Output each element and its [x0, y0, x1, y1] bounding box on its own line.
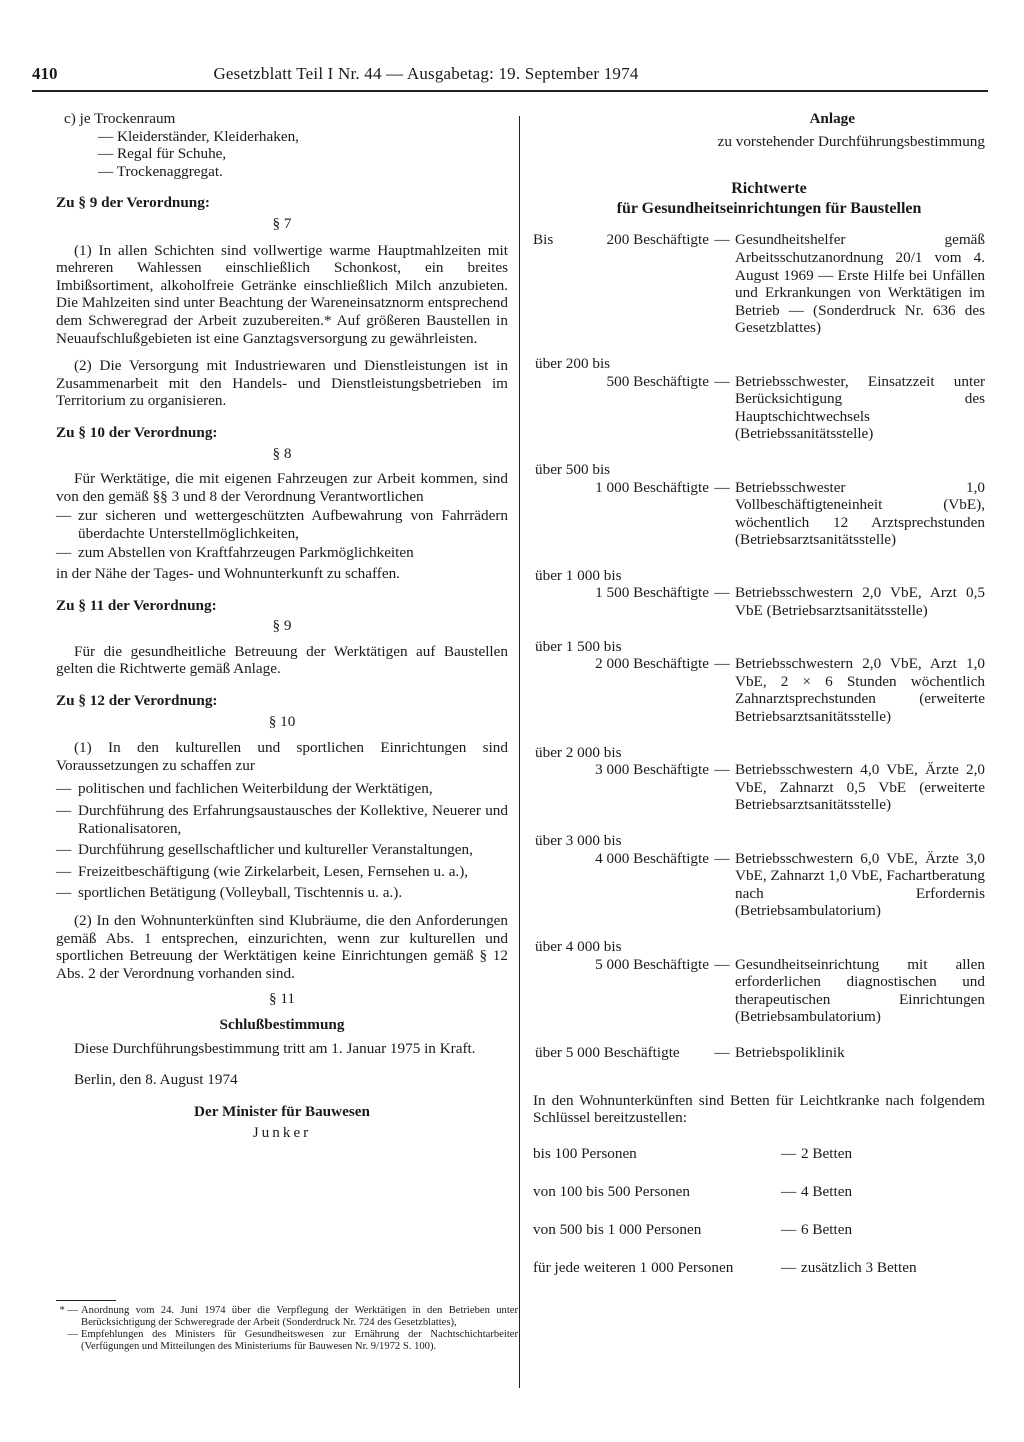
body-paragraph: (1) In den kulturellen und sportlichen Einrichtungen sind Voraussetzungen zu schaffen zur	[56, 739, 508, 774]
beds-table	[533, 1145, 985, 1277]
body-paragraph: in der Nähe der Tages- und Wohnunterkunft zu schaffen.	[56, 565, 400, 583]
list-item: — zum Abstellen von Kraftfahrzeugen Parkmöglichkeiten	[56, 544, 414, 562]
body-paragraph: (2) Die Versorgung mit Industriewaren und Dienstleistungen ist in Zusammenarbeit mit den Handels- und Dienstleistungsbetrieben im Territorium zu organisieren.	[56, 357, 508, 410]
body-paragraph: Diese Durchführungsbestimmung tritt am 1. Januar 1975 in Kraft.	[74, 1039, 476, 1057]
guidelines-title: Richtwerte	[731, 180, 807, 198]
footnotes	[56, 1300, 518, 1353]
section-heading: Zu § 11 der Verordnung:	[56, 596, 217, 614]
item-c	[56, 110, 508, 180]
paragraph-number: § 8	[272, 444, 292, 462]
paragraph-number: § 11	[268, 990, 295, 1008]
paragraph-number: § 10	[268, 712, 296, 730]
body-paragraph: (1) In allen Schichten sind vollwertige warme Hauptmahlzeiten mit mehreren Wahlessen einschließlich Schonkost, ein breites Imbißsortiment, alkoholfreie Getränke einschließlich Milch anzubieten. Die Mahlzeiten sind unter Beachtung der Wareneinsatznorm entsprechend dem Schweregrad der Arbeit zuzubereiten.* Auf größeren Baustellen in Neuaufschlußgebieten ist eine Ganztagsversorgung zu gewährleisten.	[56, 241, 508, 347]
signature-name: Junker	[252, 1124, 312, 1142]
list-item: — Durchführung gesellschaftlicher und kultureller Veranstaltungen,	[56, 841, 473, 859]
paragraph-number: § 7	[272, 214, 292, 232]
footnote: * — Anordnung vom 24. Juni 1974 über die Verpflegung der Werktätigen in den Betrieben unter Berücksichtigung der Schweregrade der Arbeit (Sonderdruck Nr. 724 des Gesetzblattes),	[59, 1305, 518, 1328]
guidelines-row: über 200 bis 500 Beschäftigte — Betriebsschwester, Einsatzzeit unter Berücksichtigung des Hauptschichtwechsels (Betriebssanitätsstelle)	[535, 354, 985, 443]
list-item: — Durchführung des Erfahrungsaustausches der Kollektive, Neuerer und Rationalisatoren,	[56, 802, 508, 837]
annex-title: Anlage	[809, 110, 855, 127]
footnote: — Empfehlungen des Ministers für Gesundheitswesen zur Ernährung der Nachtschichtarbeiter (Verfügungen und Mitteilungen des Ministeriums für Bauwesen Nr. 9/1972 S. 100).	[67, 1329, 518, 1352]
body-paragraph: Für Werktätige, die mit eigenen Fahrzeugen zur Arbeit kommen, sind von den gemäß §§ 3 und 8 der Verordnung Verantwortlichen	[56, 470, 508, 505]
header-rule	[32, 90, 988, 92]
right-column	[533, 110, 985, 1297]
body-paragraph: Für die gesundheitliche Betreuung der Werktätigen auf Baustellen gelten die Richtwerte gemäß Anlage.	[56, 642, 508, 678]
guidelines-row: über 3 000 bis 4 000 Beschäftigte — Betriebsschwestern 6,0 VbE, Ärzte 3,0 VbE, Zahnarzt 1,0 VbE, Fachartberatung nach Erfordernis (Betriebsambulatorium)	[535, 832, 985, 920]
beds-intro: In den Wohnunterkünften sind Betten für Leichtkranke nach folgendem Schlüssel bereitzustellen:	[533, 1091, 985, 1127]
list-item: — zur sicheren und wettergeschützten Aufbewahrung von Fahrrädern überdachte Unterstellmöglichkeiten,	[56, 507, 508, 542]
annex-subtitle: zu vorstehender Durchführungsbestimmung	[717, 132, 985, 150]
final-heading: Schlußbestimmung	[219, 1015, 345, 1033]
item-c-line: — Trockenaggregat.	[98, 162, 223, 180]
guidelines-table	[533, 231, 985, 1061]
list-item: — sportlichen Betätigung (Volleyball, Tischtennis u. a.).	[56, 884, 403, 902]
list-item: — politischen und fachlichen Weiterbildung der Werktätigen,	[56, 780, 433, 798]
section-heading: Zu § 10 der Verordnung:	[56, 423, 218, 441]
left-column	[56, 110, 508, 1142]
page-number: 410	[32, 64, 58, 83]
paragraph-number: § 9	[272, 617, 292, 635]
guidelines-row: über 4 000 bis 5 000 Beschäftigte — Gesundheitseinrichtung mit allen erforderlichen diagnostischen und therapeutischen Einrichtungen (Betriebsambulatorium)	[535, 937, 985, 1026]
guidelines-subtitle: für Gesundheitseinrichtungen für Baustellen	[616, 199, 922, 217]
column-divider	[519, 116, 520, 1388]
beds-row: für jede weiteren 1 000 Personen — zusätzlich 3 Betten	[533, 1259, 917, 1276]
footnote-rule	[56, 1300, 116, 1301]
guidelines-row: über 2 000 bis 3 000 Beschäftigte — Betriebsschwestern 4,0 VbE, Ärzte 2,0 VbE, Zahnarzt 0,5 VbE (erweiterte Betriebsarztsanitätsstelle)	[535, 743, 985, 814]
place-date: Berlin, den 8. August 1974	[74, 1071, 238, 1089]
item-c-line: — Regal für Schuhe,	[98, 145, 227, 163]
beds-row: von 100 bis 500 Personen — 4 Betten	[533, 1182, 853, 1200]
guidelines-row: Bis 200 Beschäftigte — Gesundheitshelfer gemäß Arbeitsschutzanordnung 20/1 vom 4. August 1969 — Erste Hilfe bei Unfällen und Erkrankungen von Werktätigen im Betrieb — (Sonderdruck Nr. 636 des Gesetzblattes)	[533, 231, 985, 337]
beds-row: von 500 bis 1 000 Personen — 6 Betten	[533, 1220, 853, 1238]
item-c-label: c) je Trockenraum	[64, 110, 176, 127]
minister-title: Der Minister für Bauwesen	[194, 1102, 370, 1120]
list-item: — Freizeitbeschäftigung (wie Zirkelarbeit, Lesen, Fernsehen u. a.),	[56, 862, 469, 880]
item-c-line: — Kleiderständer, Kleiderhaken,	[98, 127, 299, 145]
section-heading: Zu § 12 der Verordnung:	[56, 692, 218, 710]
beds-row: bis 100 Personen — 2 Betten	[533, 1144, 853, 1162]
running-title: Gesetzblatt Teil I Nr. 44 — Ausgabetag: 19. September 1974	[213, 64, 639, 83]
guidelines-row: über 1 000 bis 1 500 Beschäftigte — Betriebsschwestern 2,0 VbE, Arzt 0,5 VbE (Betriebsarztsanitätsstelle)	[535, 566, 985, 620]
body-paragraph: (2) In den Wohnunterkünften sind Klubräume, die den Anforderungen gemäß Abs. 1 entsprechen, einzurichten, wenn zur kulturellen und sportlichen Betreuung der Werktätigen keine Einrichtungen gemäß § 12 Abs. 2 der Verordnung vorhanden sind.	[56, 911, 508, 982]
guidelines-row: über 1 500 bis 2 000 Beschäftigte — Betriebsschwestern 2,0 VbE, Arzt 1,0 VbE, 2 × 6 Stunden wöchentlich Zahnarztsprechstunden (erweiterte Betriebsarztsanitätsstelle)	[535, 637, 985, 726]
section-heading: Zu § 9 der Verordnung:	[56, 194, 210, 212]
guidelines-row: über 500 bis 1 000 Beschäftigte — Betriebsschwester 1,0 Vollbeschäftigteneinheit (VbE), wöchentlich 12 Arztsprechstunden (Betriebsarztsanitätsstelle)	[535, 460, 985, 549]
guidelines-row: über 5 000 Beschäftigte — Betriebspoliklinik	[535, 1043, 845, 1061]
